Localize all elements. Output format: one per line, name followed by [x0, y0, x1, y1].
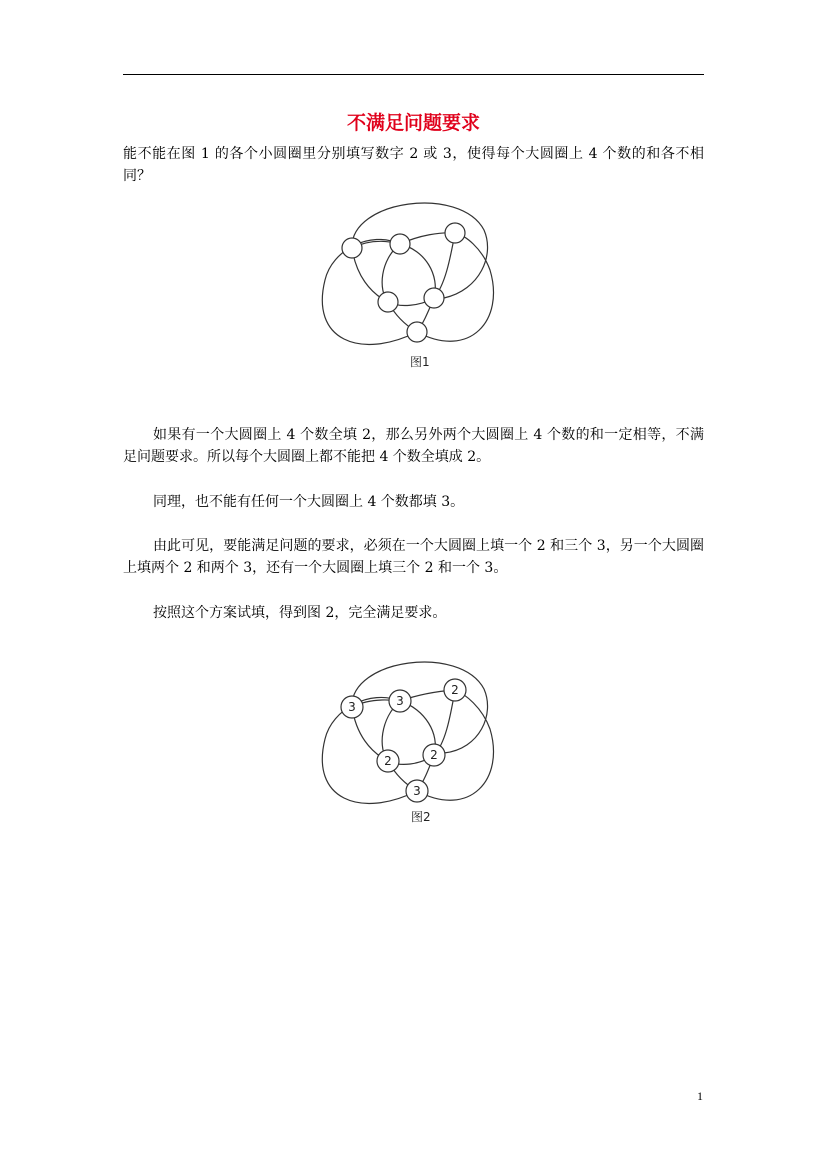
big-circle-left — [322, 239, 417, 344]
paragraph-1: 如果有一个大圆圈上 4 个数全填 2，那么另外两个大圆圈上 4 个数的和一定相等，不满足问题要求。所以每个大圆圈上都不能把 4 个数全填成 2。 — [123, 427, 704, 465]
small-circle — [378, 292, 398, 312]
circle-value: 3 — [348, 700, 356, 714]
figure-1 — [300, 190, 520, 380]
small-circle — [424, 288, 444, 308]
paragraph-3: 由此可见，要能满足问题的要求，必须在一个大圆圈上填一个 2 和三个 3，另一个大圆圈上填两个 2 和两个 3，还有一个大圆圈上填三个 2 和一个 3。 — [123, 538, 704, 576]
circle-value: 2 — [384, 754, 392, 768]
question-text: 能不能在图 1 的各个小圆圈里分别填写数字 2 或 3，使得每个大圆圈上 4 个数的和各不相同？ — [123, 146, 704, 184]
paragraph-4: 按照这个方案试填，得到图 2，完全满足要求。 — [153, 605, 447, 621]
circle-value: 3 — [396, 694, 404, 708]
page-number: 1 — [697, 1089, 703, 1103]
circle-value: 2 — [451, 683, 459, 697]
circle-value: 3 — [413, 784, 421, 798]
header-rule — [123, 74, 704, 75]
big-circle-right — [417, 233, 493, 341]
circle-value: 2 — [430, 748, 438, 762]
paragraph-2: 同理，也不能有任何一个大圆圈上 4 个数都填 3。 — [153, 494, 465, 510]
figure-2-label: 图2 — [411, 810, 431, 824]
small-circle — [445, 223, 465, 243]
small-circle — [390, 234, 410, 254]
figure-1-label: 图1 — [410, 355, 430, 369]
small-circle — [342, 238, 362, 258]
big-circle-top — [352, 203, 488, 298]
small-circle — [407, 322, 427, 342]
figure-2 — [300, 645, 520, 835]
page-title: 不满足问题要求 — [346, 112, 480, 134]
